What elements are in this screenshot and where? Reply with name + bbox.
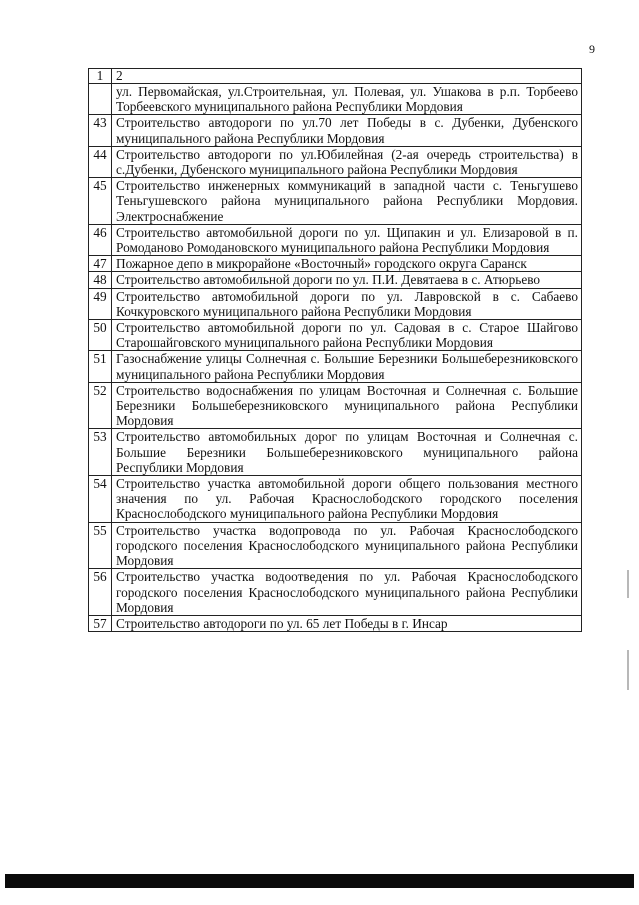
row-number: 54: [89, 476, 112, 523]
table-row: [89, 178, 582, 225]
table-row: [89, 272, 582, 288]
row-description: Строительство автомобильных дорог по улицам Восточная и Солнечная с. Большие Березники Большеберезниковского муниципального района Республики Мордовия: [112, 429, 582, 476]
row-description: Строительство автодороги по ул. 65 лет Победы в г. Инсар: [112, 615, 582, 631]
table-row: [89, 115, 582, 146]
row-number: [89, 84, 112, 115]
row-description: Газоснабжение улицы Солнечная с. Большие Березники Большеберезниковского муниципального района Республики Мордовия: [112, 351, 582, 382]
row-description: Строительство автомобильной дороги по ул. П.И. Девятаева в с. Атюрьево: [112, 272, 582, 288]
row-description: Строительство участка водоотведения по ул. Рабочая Краснослободского городского поселения Краснослободского муниципального района Республики Мордовия: [112, 569, 582, 616]
scan-edge-mark: [627, 570, 629, 598]
row-number: 46: [89, 224, 112, 255]
table-row: [89, 84, 582, 115]
table-row: [89, 146, 582, 177]
row-number: 47: [89, 256, 112, 272]
table-row: [89, 476, 582, 523]
project-table: [88, 68, 582, 632]
row-description: ул. Первомайская, ул.Строительная, ул. Полевая, ул. Ушакова в р.п. Торбеево Торбеевского муниципального района Республики Мордовия: [112, 84, 582, 115]
row-number: 48: [89, 272, 112, 288]
column-header-number: 1: [89, 69, 112, 84]
row-number: 57: [89, 615, 112, 631]
table-row: [89, 351, 582, 382]
table-row: [89, 569, 582, 616]
row-number: 50: [89, 320, 112, 351]
row-number: 43: [89, 115, 112, 146]
row-description: Строительство автомобильной дороги по ул. Лавровской в с. Сабаево Кочкуровского муниципального района Республики Мордовия: [112, 288, 582, 319]
table-row: [89, 615, 582, 631]
row-description: Строительство автодороги по ул.70 лет Победы в с. Дубенки, Дубенского муниципального района Республики Мордовия: [112, 115, 582, 146]
row-description: Строительство автомобильной дороги по ул. Щипакин и ул. Елизаровой в п. Ромоданово Ромодановского муниципального района Республики Мордовия: [112, 224, 582, 255]
row-description: Пожарное депо в микрорайоне «Восточный» городского округа Саранск: [112, 256, 582, 272]
row-number: 55: [89, 522, 112, 569]
row-description: Строительство автодороги по ул.Юбилейная (2-ая очередь строительства) в с.Дубенки, Дубенского муниципального района Республики Мордовия: [112, 146, 582, 177]
row-number: 53: [89, 429, 112, 476]
scan-edge-mark: [627, 650, 629, 690]
table-row: [89, 256, 582, 272]
row-number: 52: [89, 382, 112, 429]
row-number: 51: [89, 351, 112, 382]
row-number: 56: [89, 569, 112, 616]
row-description: Строительство инженерных коммуникаций в западной части с. Теньгушево Теньгушевского района муниципального района Республики Мордовия. Электроснабжение: [112, 178, 582, 225]
row-number: 44: [89, 146, 112, 177]
row-description: Строительство участка автомобильной дороги общего пользования местного значения по ул. Рабочая Краснослободского городского поселения Краснослободского муниципального района Республики Мордовия: [112, 476, 582, 523]
table-row: [89, 320, 582, 351]
scan-bottom-edge: [5, 874, 634, 888]
table-header-row: [89, 69, 582, 84]
table-row: [89, 288, 582, 319]
table-row: [89, 382, 582, 429]
row-description: Строительство автомобильной дороги по ул. Садовая в с. Старое Шайгово Старошайговского муниципального района Республики Мордовия: [112, 320, 582, 351]
row-number: 45: [89, 178, 112, 225]
table-row: [89, 522, 582, 569]
page-number: 9: [589, 42, 595, 56]
column-header-description: 2: [112, 69, 582, 84]
row-description: Строительство водоснабжения по улицам Восточная и Солнечная с. Большие Березники Большеберезниковского муниципального района Республики Мордовия: [112, 382, 582, 429]
row-number: 49: [89, 288, 112, 319]
row-description: Строительство участка водопровода по ул. Рабочая Краснослободского городского поселения Краснослободского муниципального района Республики Мордовия: [112, 522, 582, 569]
table-row: [89, 224, 582, 255]
table-row: [89, 429, 582, 476]
